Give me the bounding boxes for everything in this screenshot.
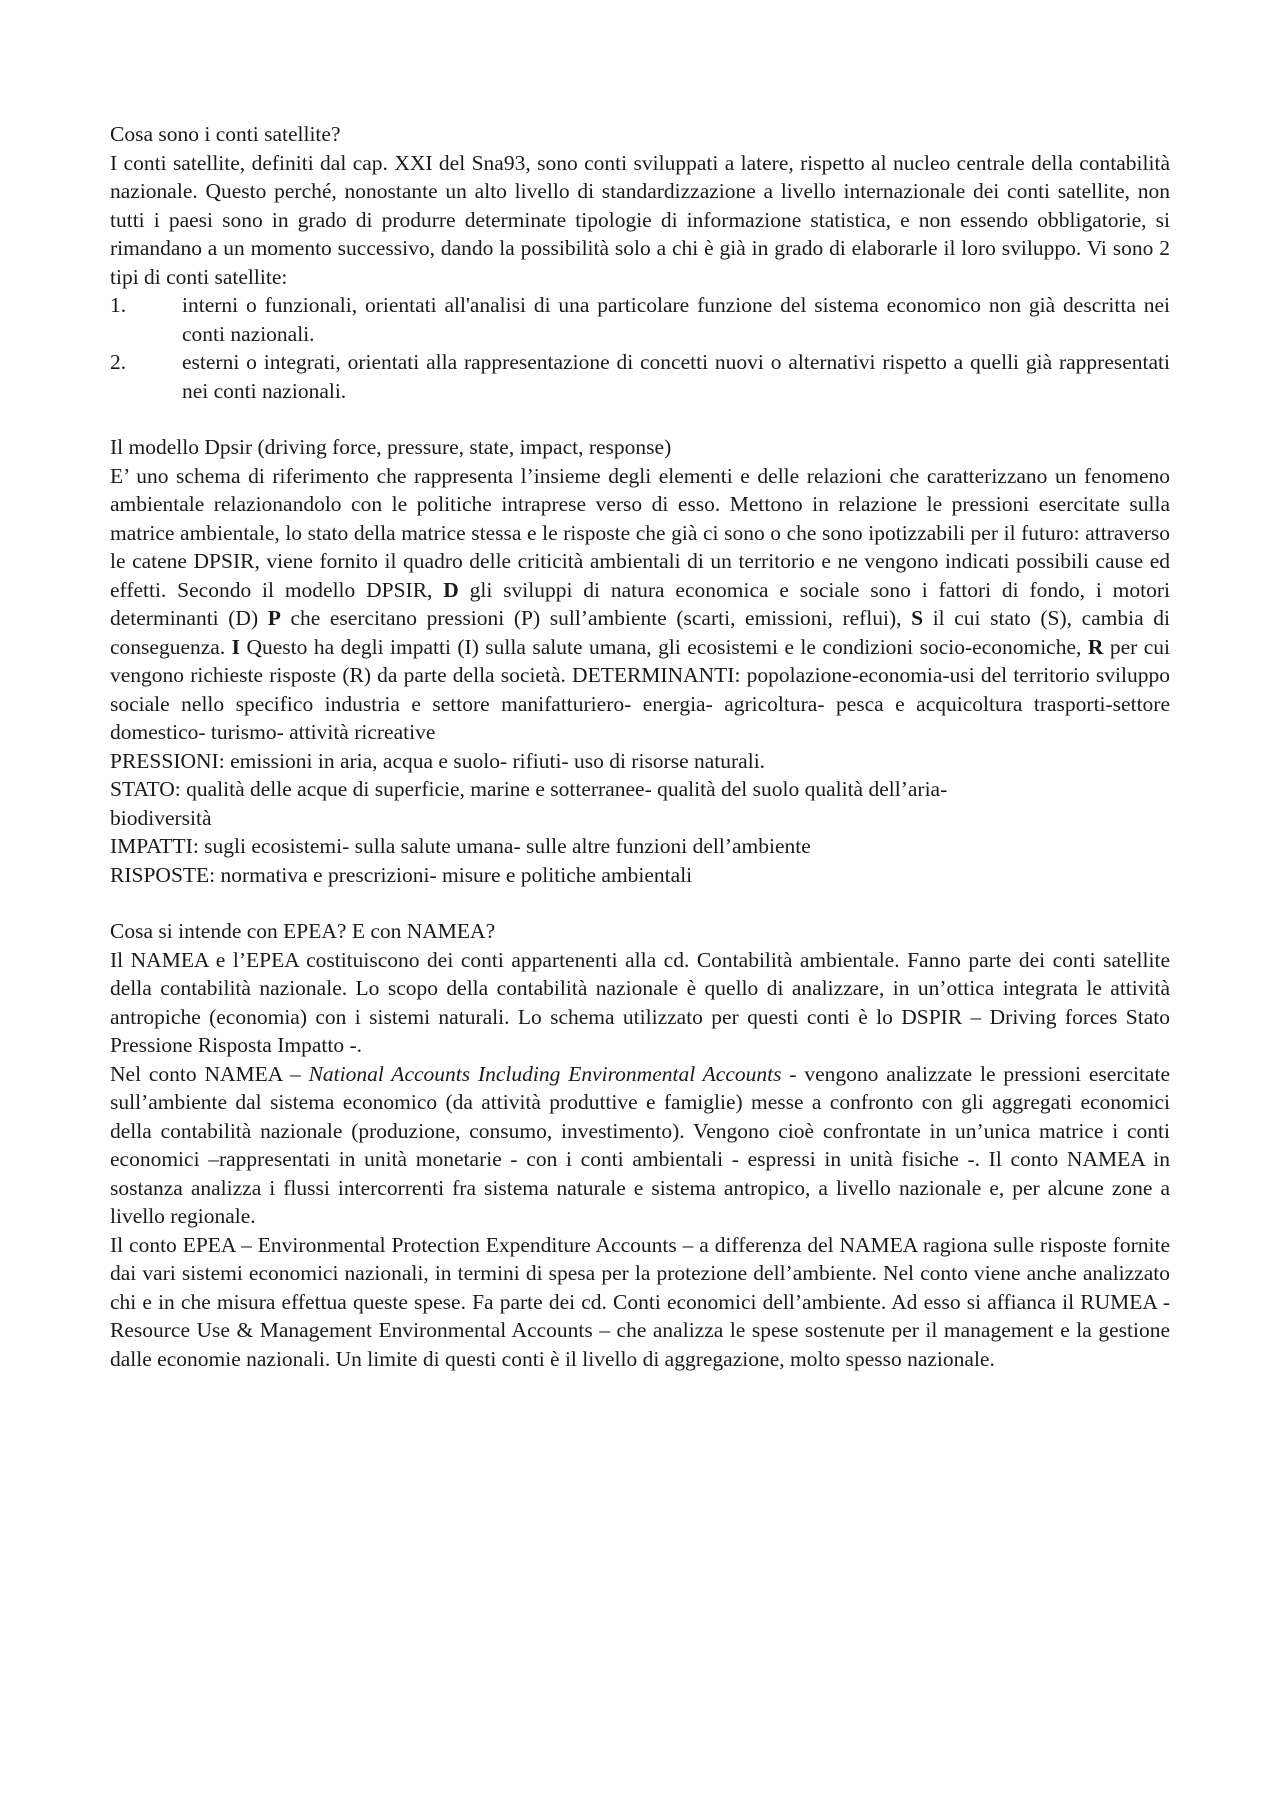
paragraph-risposte: RISPOSTE: normativa e prescrizioni- misure e politiche ambientali bbox=[110, 862, 693, 887]
paragraph-impatti: IMPATTI: sugli ecosistemi- sulla salute umana- sulle altre funzioni dell’ambiente bbox=[110, 834, 811, 858]
paragraph-namea-epea-intro: Il NAMEA e l’EPEA costituiscono dei conti appartenenti alla cd. Contabilità ambientale. Fanno parte dei conti satellite della contabilità nazionale. Lo scopo della contabilità nazionale è quello di analizzare, in un’ottica integrata le attività antropiche (economia) con i sistemi naturali. Lo schema utilizzato per questi conti è lo DSPIR – Driving forces Stato Pressione Risposta Impatto -. bbox=[110, 947, 1170, 1057]
paragraph-pressioni: PRESSIONI: emissioni in aria, acqua e suolo- rifiuti- uso di risorse naturali. bbox=[110, 748, 766, 773]
paragraph-conti-satellite: I conti satellite, definiti dal cap. XXI del Sna93, sono conti sviluppati a latere, rispetto al nucleo centrale della contabilità nazionale. Questo perché, nonostante un alto livello di standardizzazione a livello internazionale dei conti satellite, non tutti i paesi sono in grado di produrre determinate tipologie di informazione statistica, e non essendo obbligatorie, si rimandano a un momento successivo, dando la possibilità solo a chi è già in grado di elaborarle il loro sviluppo. Vi sono 2 tipi di conti satellite: bbox=[110, 150, 1170, 289]
section-heading-epea-namea: Cosa si intende con EPEA? E con NAMEA? bbox=[110, 919, 496, 943]
paragraph-stato-cont: biodiversità bbox=[110, 805, 212, 830]
list-number: 2. bbox=[110, 350, 127, 374]
spacer bbox=[110, 889, 1170, 917]
list-item bbox=[110, 291, 1170, 348]
document-page bbox=[110, 120, 1170, 1373]
list-text: esterni o integrati, orientati alla rappresentazione di concetti nuovi o alternativi rispetto a quelli già rappresentati nei conti nazionali. bbox=[182, 350, 1170, 403]
section-heading-conti-satellite: Cosa sono i conti satellite? bbox=[110, 122, 341, 146]
section-heading-dpsir: Il modello Dpsir (driving force, pressure, state, impact, response) bbox=[110, 435, 672, 459]
list-number: 1. bbox=[110, 293, 127, 317]
paragraph-stato: STATO: qualità delle acque di superficie, marine e sotterranee- qualità del suolo qualità dell’aria- bbox=[110, 777, 948, 801]
paragraph-dpsir: E’ uno schema di riferimento che rappresenta l’insieme degli elementi e delle relazioni che caratterizzano un fenomeno ambientale relazionandolo con le politiche intraprese verso di esso. Mettono in relazione le pressioni esercitate sulla matrice ambientale, lo stato della matrice stessa e le risposte che già ci sono o che sono ipotizzabili per il futuro: attraverso le catene DPSIR, viene fornito il quadro delle criticità ambientali di un territorio e ne vengono indicati possibili cause ed effetti. Secondo il modello DPSIR, D gli sviluppi di natura economica e sociale sono i fattori di fondo, i motori determinanti (D) P che esercitano pressioni (P) sull’ambiente (scarti, emissioni, reflui), S il cui stato (S), cambia di conseguenza. I Questo ha degli impatti (I) sulla salute umana, gli ecosistemi e le condizioni socio-economiche, R per cui vengono richieste risposte (R) da parte della società. DETERMINANTI: popolazione-economia-usi del territorio sviluppo sociale nello specifico industria e settore manifatturiero- energia- agricoltura- pesca e acquicoltura trasporti-settore domestico- turismo- attività ricreative bbox=[110, 463, 1170, 744]
list-text: interni o funzionali, orientati all'analisi di una particolare funzione del sistema economico non già descritta nei conti nazionali. bbox=[182, 293, 1170, 346]
spacer bbox=[110, 405, 1170, 433]
list-item bbox=[110, 348, 1170, 405]
paragraph-namea: Nel conto NAMEA – National Accounts Including Environmental Accounts - vengono analizzate le pressioni esercitate sull’ambiente dal sistema economico (da attività produttive e famiglie) messe a confronto con gli aggregati economici della contabilità nazionale (produzione, consumo, investimento). Vengono cioè confrontate in un’unica matrice i conti economici –rappresentati in unità monetarie - con i conti ambientali - espressi in unità fisiche -. Il conto NAMEA in sostanza analizza i flussi intercorrenti fra sistema naturale e sistema antropico, a livello nazionale e, per alcune zone a livello regionale. bbox=[110, 1061, 1170, 1228]
paragraph-epea: Il conto EPEA – Environmental Protection Expenditure Accounts – a differenza del NAMEA ragiona sulle risposte fornite dai vari sistemi economici nazionali, in termini di spesa per la protezione dell’ambiente. Nel conto viene anche analizzato chi e in che misura effettua queste spese. Fa parte dei cd. Conti economici dell’ambiente. Ad esso si affianca il RUMEA - Resource Use & Management Environmental Accounts – che analizza le spese sostenute per il management e la gestione dalle economie nazionali. Un limite di questi conti è il livello di aggregazione, molto spesso nazionale. bbox=[110, 1232, 1170, 1371]
